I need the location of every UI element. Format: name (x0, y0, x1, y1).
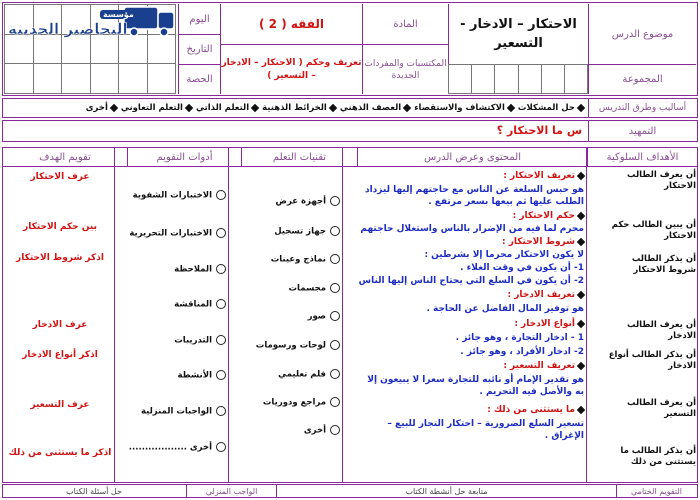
content-text: محرم لما فيه من الإضرار بالناس واستغلال حاجتهم (360, 224, 584, 234)
col-content-header: المحتوى وعرض الدرس (357, 148, 587, 166)
content-text: لا يكون الاحتكار محرما إلا بشرطين : (424, 250, 584, 260)
eval-item: عرف الاحتكار (30, 172, 90, 182)
homework-label: الواجب المنزلي (186, 485, 276, 497)
topic-label: موضوع الدرس (588, 4, 696, 64)
tool-item[interactable]: أخرى .................. (118, 442, 226, 453)
goal-item: أن يذكر الطالب أنواع الادخار (608, 350, 696, 371)
final-eval-label: التقويم الختامي (616, 485, 696, 497)
technique-item[interactable]: مجسمات (232, 283, 340, 294)
content-heading: تعريف الادخار : (358, 289, 584, 301)
col-eval-header: تقويم الهدف (39, 151, 91, 163)
col-goals-header: الأهداف السلوكية (587, 148, 697, 166)
method-discovery[interactable]: الاكتشاف والاستقصاء (414, 103, 514, 113)
eval-item: عرف التسعير (30, 400, 90, 410)
technique-item[interactable]: مراجع ودوريات (232, 397, 340, 408)
technique-item[interactable]: نماذج وعينات (232, 254, 340, 265)
eval-item: بين حكم الاحتكار (23, 222, 97, 232)
method-brainstorm[interactable]: العصف الذهني (340, 103, 410, 113)
technique-item[interactable]: أجهزة عرض (232, 196, 340, 207)
content-text: 2- أن يكون في السلع التي يحتاج الناس إليها الناس (358, 276, 584, 286)
tool-item[interactable]: الاختبارات الشفوية (118, 190, 226, 201)
method-self-learning[interactable]: التعلم الذاتي (196, 103, 258, 113)
book-questions-text: حل أسئلة الكتاب (66, 486, 122, 496)
col-tools-header: أدوات التقويم (127, 148, 241, 166)
content-heading: ما يستثنى من ذلك : (358, 404, 584, 416)
content-text: 2- ادخار الأفراد ، وهو جائز . (460, 347, 584, 357)
content-heading: تعريف الاحتكار : (358, 170, 584, 182)
acquired-value: تعريف وحكم ( الاحتكار – الادخار – التسعير ) (220, 44, 362, 94)
method-problem-solving[interactable]: حل المشكلات (518, 103, 584, 113)
topic-title: الاحتكار – الادخار - التسعير (448, 4, 588, 64)
col-divider (586, 148, 587, 482)
tool-item[interactable]: الأنشطة (118, 370, 226, 381)
logo (4, 4, 180, 40)
method-other[interactable]: أخرى (86, 103, 117, 113)
technique-item[interactable]: أخرى (232, 425, 340, 436)
day-label: اليوم (178, 4, 220, 34)
content-text: تسعير السلع الضرورية – احتكار التجار للبيع – الإغراق . (387, 419, 584, 441)
methods-list (6, 100, 584, 116)
technique-item[interactable]: فلم تعليمي (232, 369, 340, 380)
eval-item: عرف الادخار (32, 320, 88, 330)
method-cooperative[interactable]: التعلم التعاوني (121, 103, 192, 113)
group-grid (448, 64, 588, 94)
eval-item: اذكر أنواع الادخار (22, 350, 98, 360)
goal-item: أن يعرف الطالب الادخار (626, 320, 696, 341)
subject-value: الفقه ( 2 ) (220, 4, 362, 44)
content-text: هو تقدير الإمام أو نائبه للتجارة سعرا لا يبيعون إلا به والأصل فيه التحريم . (367, 375, 584, 397)
period-label: الحصة (178, 64, 220, 94)
goal-item: أن يذكر الطالب شروط الاحتكار (631, 254, 696, 275)
col-divider (228, 148, 229, 482)
method-mindmaps[interactable]: الخرائط الذهنية (262, 103, 336, 113)
tool-item[interactable]: الاختبارات التحريرية (118, 228, 226, 239)
content-heading: حكم الاحتكار : (358, 210, 584, 222)
col-divider (114, 148, 115, 482)
logo-top-text: مؤسسة (100, 10, 137, 19)
tool-item[interactable]: التدريبات (118, 335, 226, 346)
group-label: المجموعة (588, 64, 696, 94)
eval-item: اذكر شروط الاحتكار (16, 253, 104, 263)
tool-item[interactable]: الواجبات المنزلية (118, 406, 226, 417)
main-header-line (3, 166, 697, 167)
col-techniques-header: تقنيات التعلم (241, 148, 357, 166)
acquired-label: المكتسبات والمفردات الجديدة (362, 44, 448, 94)
goal-item: أن يعرف الطالب الاحتكار (626, 170, 696, 191)
technique-item[interactable]: جهاز تسجيل (232, 226, 340, 237)
content-heading: أنواع الادخار : (358, 318, 584, 330)
intro-question: س ما الاحتكار ؟ (496, 124, 582, 137)
col-divider (342, 148, 343, 482)
content-text: 1- أن يكون في وقت الغلاء . (460, 263, 584, 273)
goal-item: أن يبين الطالب حكم الاحتكار (611, 220, 696, 241)
content-heading: شروط الاحتكار : (358, 236, 584, 248)
content-text: هو توفير المال الفاضل عن الحاجة . (426, 304, 584, 314)
logo-main-text: التحاضير الحديثة (8, 20, 128, 38)
intro-label: التمهيد (588, 121, 696, 141)
eval-item: اذكر ما يستثنى من ذلك (8, 448, 112, 458)
content-heading: تعريف التسعير : (358, 360, 584, 372)
main-table (2, 147, 698, 483)
tool-item[interactable]: الملاحظة (118, 264, 226, 275)
technique-item[interactable]: لوحات ورسومات (232, 340, 340, 351)
date-label: التاريخ (178, 34, 220, 64)
goal-item: أن يعرف الطالب التسعير (626, 398, 696, 419)
technique-item[interactable]: صور (232, 311, 340, 322)
content-text: هو حبس السلعة عن الناس مع حاجتهم إليها ليزداد الطلب عليها ثم بيعها بسعر مرتفع . (364, 185, 584, 207)
subject-label: المادة (362, 4, 448, 44)
methods-label: أساليب وطرق التدريس (588, 99, 696, 117)
activity-text: متابعة حل أنشطة الكتاب (276, 485, 616, 497)
content-text: 1 - ادخار التجارة ، وهو جائز . (455, 333, 584, 343)
goal-item: أن يذكر الطالب ما يستثنى من ذلك (620, 446, 696, 467)
tool-item[interactable]: المناقشة (118, 299, 226, 310)
